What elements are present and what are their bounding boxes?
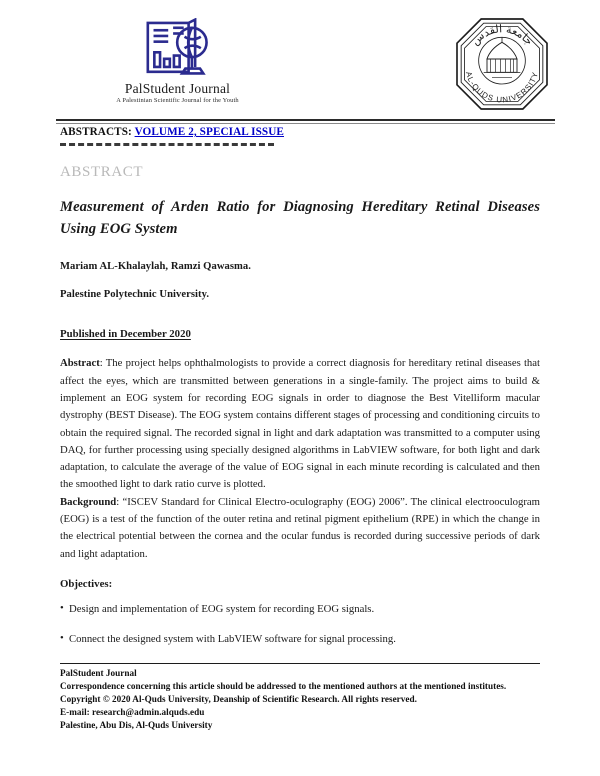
background-text: : “ISCEV Standard for Clinical Electro-oculography (EOG) 2006”. The clinical electrooculogram (EOG) is a test of the function of the outer retina and retinal pigment epithelium (RPE) in which the change in the electrical potential between the cornea and the ocular fundus is recorded during successive periods of dark and light adaptation. <box>60 495 540 560</box>
page-title: Measurement of Arden Ratio for Diagnosing Hereditary Retinal Diseases Using EOG System <box>60 199 540 237</box>
footer-address: Palestine, Abu Dis, Al-Quds University <box>60 720 213 731</box>
page-footer <box>60 663 540 732</box>
list-item: • Design and implementation of EOG system for recording EOG signals. <box>60 601 540 618</box>
footer-divider <box>60 663 540 664</box>
footer-email: E-mail: research@admin.alquds.edu <box>60 707 205 718</box>
journal-name: PalStudent Journal <box>124 81 231 96</box>
abstract-content <box>0 164 600 648</box>
footer-correspondence: Correspondence concerning this article should be addressed to the mentioned authors at the mentioned institutes. <box>60 681 507 692</box>
abstract-paragraph <box>60 355 540 494</box>
background-paragraph <box>60 494 540 563</box>
volume-issue-link[interactable]: VOLUME 2, SPECIAL ISSUE <box>134 126 284 138</box>
published-date: Published in December 2020 <box>60 328 191 341</box>
affiliation-line: Palestine Polytechnic University. <box>60 289 210 301</box>
footer-copyright: Copyright © 2020 Al-Quds University, Deanship of Scientific Research. All rights reserved. <box>60 694 417 705</box>
list-item: • Connect the designed system with LabVIEW software for signal processing. <box>60 631 540 648</box>
al-quds-university-seal-icon <box>452 14 552 114</box>
footer-journal-name: PalStudent Journal <box>60 668 137 678</box>
abstract-kicker: ABSTRACT <box>60 164 144 180</box>
abstracts-issue-line <box>60 126 540 138</box>
authors-line: Mariam AL-Khalaylah, Ramzi Qawasma. <box>60 261 251 273</box>
issue-dashed-divider <box>60 143 274 146</box>
objectives-list <box>60 601 540 648</box>
svg-text:AL-QUDS UNIVERSITY: AL-QUDS UNIVERSITY <box>463 70 541 105</box>
svg-text:جامعة القدس: جامعة القدس <box>468 22 536 48</box>
journal-branding <box>70 18 285 104</box>
abstract-label: Abstract <box>60 357 100 370</box>
abstract-body <box>60 355 540 563</box>
masthead-divider <box>56 119 555 124</box>
journal-tagline: A Palestinian Scientific Journal for the Youth <box>116 97 239 105</box>
abstract-text: : The project helps ophthalmologists to provide a correct diagnosis for hereditary retinal diseases that affect the eyes, which are transmitted between generations in a single-family. The project aims to build & implement an EOG system for recording EOG signals in order to diagnose the Best Vitelliform macular dystrophy (BEST Disease). The EOG system contains different stages of processing and conditioning circuits to obtain the required signal. The recorded signal in light and dark adaptation was transmitted to a computer using DAQ, for further processing using specially designed algorithms in LabVIEW software, for both light and dark adaptation, to calculate the average of the value of EOG signal in each minute recording is calculated and then the smoothed light to dark ratio curve is plotted. <box>60 357 540 491</box>
page-header <box>0 0 600 112</box>
abstracts-label: ABSTRACTS: <box>60 126 132 138</box>
background-label: Background <box>60 495 117 508</box>
objectives-heading: Objectives: <box>60 578 113 591</box>
journal-chart-globe-icon <box>141 18 215 80</box>
issue-block <box>0 126 600 146</box>
